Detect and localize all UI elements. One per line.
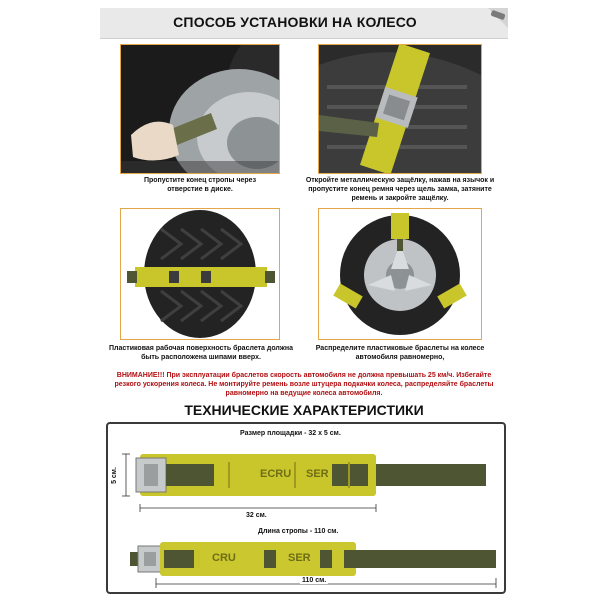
step-3-caption: Пластиковая рабочая поверхность браслета должна быть расположена шипами вверх.	[109, 345, 293, 361]
step-1-caption: Пропустите конец стропы через отверстие в диске.	[143, 177, 257, 193]
platform-height-label: 5 см.	[110, 467, 118, 484]
step-4-photo	[318, 208, 482, 340]
strap-length-label: 110 см.	[302, 577, 327, 584]
wheel-rim-strap-illustration	[121, 45, 279, 173]
specs-title: ТЕХНИЧЕСКИЕ ХАРАКТЕРИСТИКИ	[184, 402, 424, 418]
page-title: СПОСОБ УСТАНОВКИ НА КОЛЕСО	[173, 14, 417, 30]
brand-left-top: ECRU	[260, 468, 292, 480]
brand-right-top: SER	[306, 468, 329, 480]
header-bar	[100, 8, 508, 39]
tire-tread-bracelet-illustration	[121, 209, 279, 339]
platform-size-label: Размер площадки - 32 х 5 см.	[240, 430, 341, 437]
step-2-photo	[318, 44, 482, 174]
platform-width-label: 32 см.	[246, 512, 267, 519]
step-4-caption: Распределите пластиковые браслеты на колесе автомобиля равномерно,	[315, 345, 485, 361]
wheel-with-bracelets-illustration	[319, 209, 481, 339]
buckle-closing-illustration	[319, 45, 481, 173]
specs-panel	[106, 422, 506, 594]
specs-diagram	[108, 424, 504, 592]
step-1-photo	[120, 44, 280, 174]
warning-lead: ВНИМАНИЕ!!!	[116, 372, 165, 379]
step-2-caption: Откройте металлическую защёлку, нажав на язычок и пропустите конец ремня через щель замка, затяните ремень и закройте защёлку.	[305, 177, 495, 202]
step-3-photo	[120, 208, 280, 340]
instruction-sheet	[100, 8, 508, 592]
brand-left-bottom: CRU	[212, 552, 236, 564]
brand-right-bottom: SER	[288, 552, 311, 564]
strap-length-title: Длина стропы - 110 см.	[258, 528, 339, 535]
warning-notice	[106, 371, 502, 398]
bracelet-strap-bottom	[130, 542, 496, 576]
warning-text: При эксплуатации браслетов скорость автомобиля не должна превышать 25 км/ч. Избегайте резкого ускорения колеса. Не монтируйте ремень возле штуцера подкачки колеса, распределяйте браслеты равномерно на ведущие колеса автомобиля.	[114, 372, 494, 397]
